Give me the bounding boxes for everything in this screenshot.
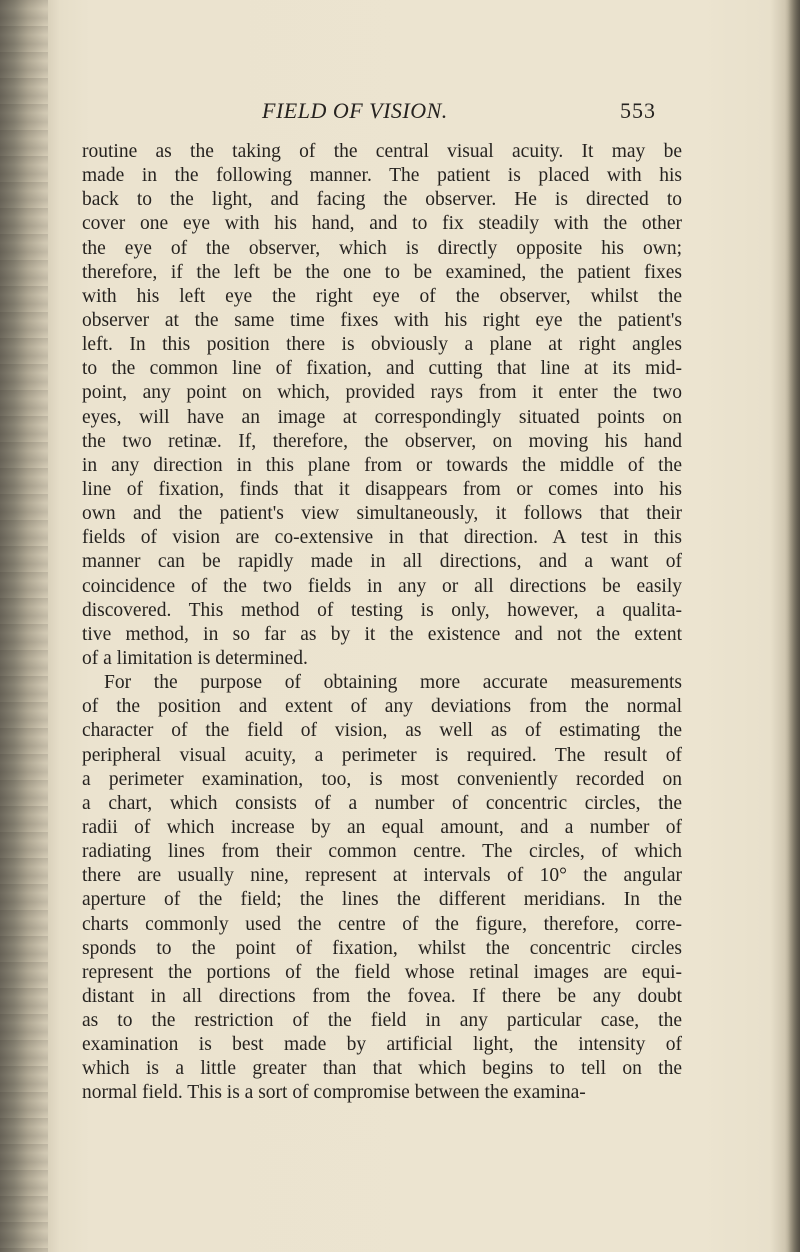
page-edge-right bbox=[788, 0, 800, 1252]
running-title: FIELD OF VISION. bbox=[262, 98, 448, 123]
text-line: cover one eye with his hand, and to fix steadily with the other bbox=[82, 213, 682, 235]
text-line: made in the following manner. The patient is placed with his bbox=[82, 165, 682, 187]
text-line: normal field. This is a sort of compromise between the examina- bbox=[82, 1082, 586, 1104]
text-line: character of the field of vision, as well as of estimating the bbox=[82, 720, 682, 742]
text-line: represent the portions of the field whose retinal images are equi- bbox=[82, 961, 682, 983]
text-line: point, any point on which, provided rays from it enter the two bbox=[82, 382, 682, 404]
text-line: radii of which increase by an equal amount, and a number of bbox=[82, 816, 682, 838]
text-line: peripheral visual acuity, a perimeter is required. The result of bbox=[82, 744, 682, 766]
text-line: left. In this position there is obviously a plane at right angles bbox=[82, 334, 682, 356]
text-line: eyes, will have an image at correspondingly situated points on bbox=[82, 406, 682, 428]
text-line: tive method, in so far as by it the existence and not the extent bbox=[82, 623, 682, 645]
text-line: the eye of the observer, which is directly opposite his own; bbox=[82, 237, 682, 259]
text-line: of the position and extent of any deviations from the normal bbox=[82, 696, 682, 718]
body-text bbox=[82, 140, 682, 1106]
text-line: as to the restriction of the field in any particular case, the bbox=[82, 1010, 682, 1032]
text-line: back to the light, and facing the observer. He is directed to bbox=[82, 189, 682, 211]
text-line: observer at the same time fixes with his right eye the patient's bbox=[82, 309, 682, 331]
text-line: with his left eye the right eye of the observer, whilst the bbox=[82, 285, 682, 307]
text-line: fields of vision are co-extensive in that direction. A test in this bbox=[82, 527, 682, 549]
text-line: distant in all directions from the fovea. If there be any doubt bbox=[82, 985, 682, 1007]
text-line: of a limitation is determined. bbox=[82, 647, 308, 669]
text-line: routine as the taking of the central visual acuity. It may be bbox=[82, 141, 682, 162]
text-line: there are usually nine, represent at intervals of 10° the angular bbox=[82, 865, 682, 887]
page-header bbox=[262, 98, 656, 128]
text-line: a chart, which consists of a number of concentric circles, the bbox=[82, 792, 682, 814]
paragraph-1 bbox=[82, 140, 682, 671]
text-line: examination is best made by artificial light, the intensity of bbox=[82, 1034, 682, 1056]
text-line: For the purpose of obtaining more accurate measurements bbox=[104, 672, 682, 694]
paragraph-2 bbox=[82, 671, 682, 1106]
text-line: therefore, if the left be the one to be examined, the patient fixes bbox=[82, 261, 682, 283]
text-line: to the common line of fixation, and cutting that line at its mid- bbox=[82, 358, 682, 380]
text-line: coincidence of the two fields in any or all directions be easily bbox=[82, 575, 682, 597]
text-line: discovered. This method of testing is only, however, a qualita- bbox=[82, 599, 682, 621]
text-line: manner can be rapidly made in all directions, and a want of bbox=[82, 551, 682, 573]
text-line: in any direction in this plane from or towards the middle of the bbox=[82, 454, 682, 476]
text-line: charts commonly used the centre of the figure, therefore, corre- bbox=[82, 913, 682, 935]
text-line: which is a little greater than that which begins to tell on the bbox=[82, 1058, 682, 1080]
text-line: radiating lines from their common centre. The circles, of which bbox=[82, 841, 682, 863]
text-line: aperture of the field; the lines the different meridians. In the bbox=[82, 889, 682, 911]
text-line: a perimeter examination, too, is most conveniently recorded on bbox=[82, 768, 682, 790]
text-line: sponds to the point of fixation, whilst the concentric circles bbox=[82, 937, 682, 959]
text-line: own and the patient's view simultaneously, it follows that their bbox=[82, 503, 682, 525]
text-line: the two retinæ. If, therefore, the observer, on moving his hand bbox=[82, 430, 682, 452]
page-number: 553 bbox=[620, 98, 656, 123]
binding-shadow-left bbox=[0, 0, 48, 1252]
text-line: line of fixation, finds that it disappears from or comes into his bbox=[82, 478, 682, 500]
